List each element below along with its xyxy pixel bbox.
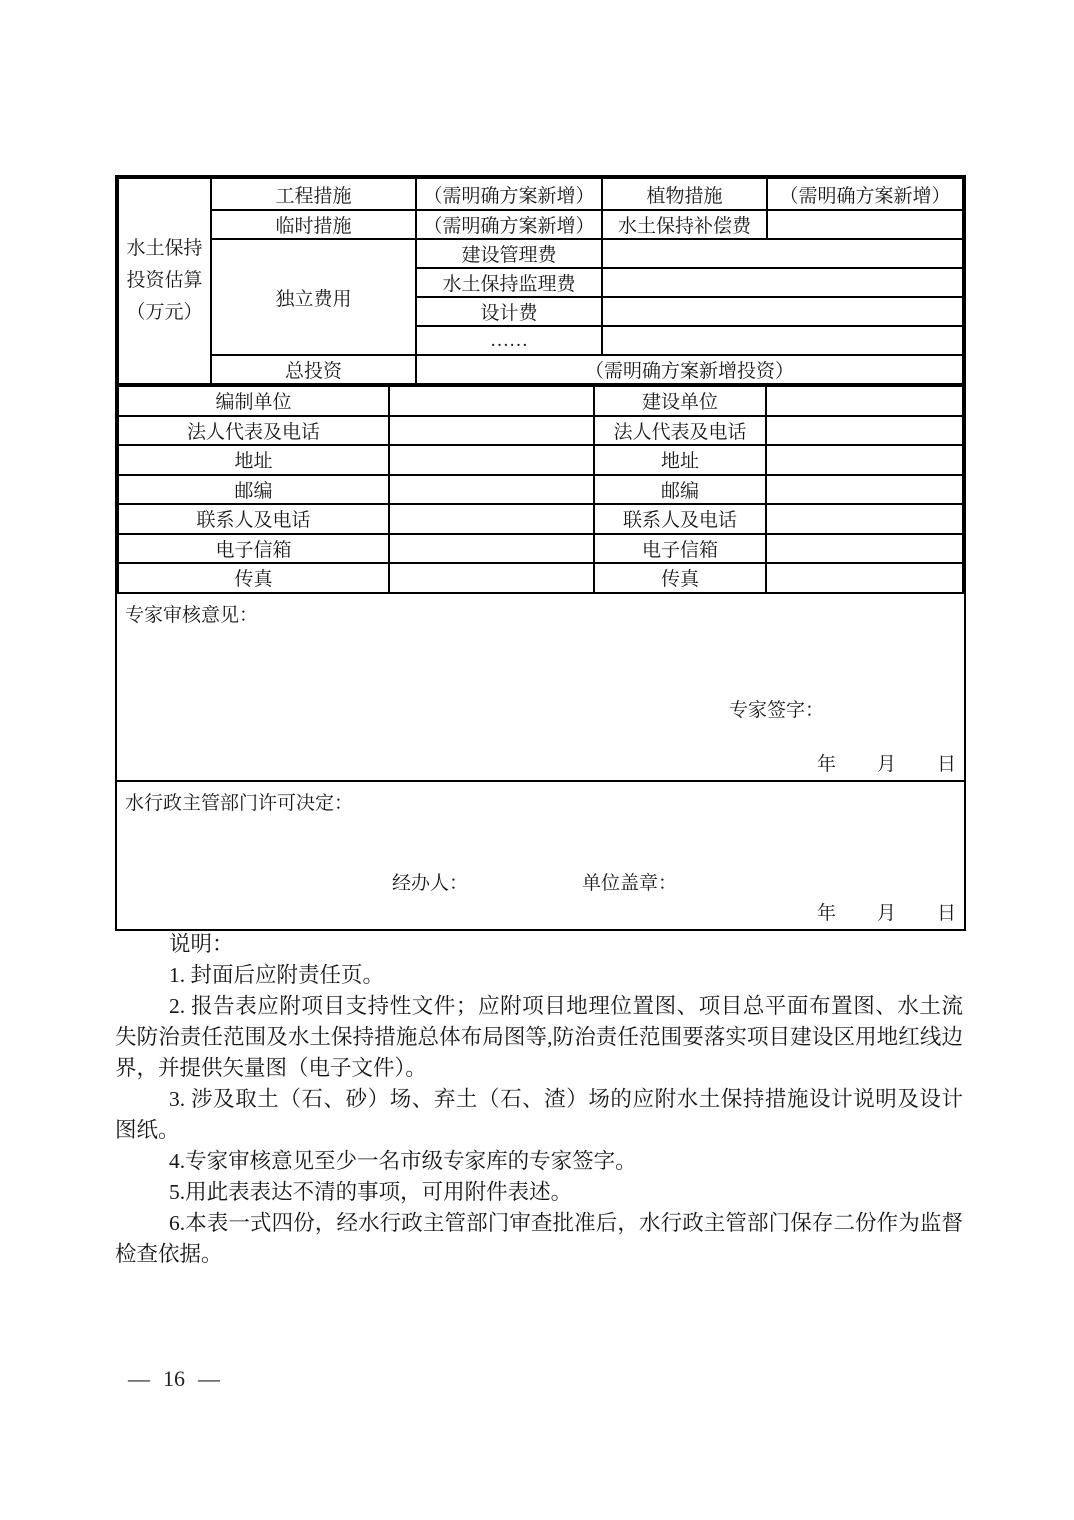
note-item: 1. 封面后应附责任页。 [169,963,385,987]
left-label-cell: 法人代表及电话 [118,416,389,446]
date-month-label: 月 [876,902,896,924]
handler-label: 经办人： [392,872,469,894]
investment-row-header [118,178,211,384]
table-row [118,475,963,505]
table-row [118,534,963,564]
right-value-cell [766,563,963,593]
expert-review-label: 专家审核意见： [125,604,259,626]
temporary-measures-value-cell: （需明确方案新增） [416,210,602,239]
left-value-cell [389,504,594,534]
total-investment-label-cell: 总投资 [211,355,416,384]
date-year-label: 年 [816,753,836,775]
date-day-label: 日 [936,753,956,775]
expert-date-line [817,749,956,776]
right-label-cell: 法人代表及电话 [594,416,766,446]
left-label-cell: 邮编 [118,475,389,505]
investment-header-line: 水土保持 [126,238,203,259]
approval-form [115,175,966,931]
note-item: 4.专家审核意见至少一名市级专家库的专家签字。 [169,1149,637,1173]
page-number [128,1366,220,1392]
left-value-cell [389,534,594,564]
engineering-measures-label-cell: 工程措施 [211,178,416,210]
total-investment-value-cell: （需明确方案新增投资） [416,355,963,384]
left-value-cell [389,445,594,475]
note-item: 5.用此表表达不清的事项，可用附件表述。 [169,1180,573,1204]
date-day-label: 日 [936,902,956,924]
table-row [118,416,963,446]
permit-decision-label: 水行政主管部门许可决定： [125,792,354,814]
right-value-cell [766,445,963,475]
construction-mgmt-fee-label-cell: 建设管理费 [416,239,602,268]
notes-title: 说明： [169,932,234,956]
left-value-cell [389,563,594,593]
note-item: 6.本表一式四份，经水行政主管部门审查批准后，水行政主管部门保存二份作为监督检查依据。 [115,1211,963,1266]
other-fees-ellipsis-value-cell [602,326,963,355]
page-number-value: 16 [163,1366,185,1391]
supervision-fee-label-cell: 水土保持监理费 [416,268,602,297]
other-fees-ellipsis-label-cell: …… [416,326,602,355]
left-label-cell: 电子信箱 [118,534,389,564]
plant-measures-label-cell: 植物措施 [602,178,767,210]
independent-cost-label-cell: 独立费用 [211,239,416,355]
right-label-cell: 建设单位 [594,386,766,416]
table-row [118,445,963,475]
right-label-cell: 联系人及电话 [594,504,766,534]
right-value-cell [766,534,963,564]
page-number-dash-left: — [128,1366,150,1391]
date-year-label: 年 [816,902,836,924]
temporary-measures-label-cell: 临时措施 [211,210,416,239]
date-month-label: 月 [876,753,896,775]
seal-label: 单位盖章： [582,872,678,894]
permit-decision-section [117,780,964,929]
right-label-cell: 传真 [594,563,766,593]
investment-header-line: （万元） [126,302,203,323]
note-item: 2. 报告表应附项目支持性文件；应附项目地理位置图、项目总平面布置图、水土流失防治责任范围及水土保持措施总体布局图等,防治责任范围要落实项目建设区用地红线边界，并提供矢量图（电子文件）。 [115,994,963,1080]
left-value-cell [389,416,594,446]
right-label-cell: 地址 [594,445,766,475]
page-number-dash-right: — [198,1366,220,1391]
investment-header-line: 投资估算 [126,270,203,291]
plant-measures-value-cell: （需明确方案新增） [767,178,963,210]
left-value-cell [389,475,594,505]
right-value-cell [766,386,963,416]
left-value-cell [389,386,594,416]
left-label-cell: 传真 [118,563,389,593]
expert-review-section [117,594,964,780]
table-row [118,386,963,416]
supervision-fee-value-cell [602,268,963,297]
design-fee-value-cell [602,297,963,326]
left-label-cell: 编制单位 [118,386,389,416]
right-label-cell: 邮编 [594,475,766,505]
table-row [118,504,963,534]
design-fee-label-cell: 设计费 [416,297,602,326]
note-item: 3. 涉及取土（石、砂）场、弃土（石、渣）场的应附水土保持措施设计说明及设计图纸。 [115,1087,963,1142]
compensation-fee-label-cell: 水土保持补偿费 [602,210,767,239]
left-label-cell: 联系人及电话 [118,504,389,534]
engineering-measures-value-cell: （需明确方案新增） [416,178,602,210]
construction-mgmt-fee-value-cell [602,239,963,268]
left-label-cell: 地址 [118,445,389,475]
investment-table [117,177,964,385]
permit-date-line [817,898,956,925]
notes-section [115,929,963,1270]
right-label-cell: 电子信箱 [594,534,766,564]
right-value-cell [766,475,963,505]
contact-table [117,385,964,594]
expert-signature-label: 专家签字： [729,699,825,721]
compensation-fee-value-cell [767,210,963,239]
right-value-cell [766,416,963,446]
table-row [118,563,963,593]
right-value-cell [766,504,963,534]
